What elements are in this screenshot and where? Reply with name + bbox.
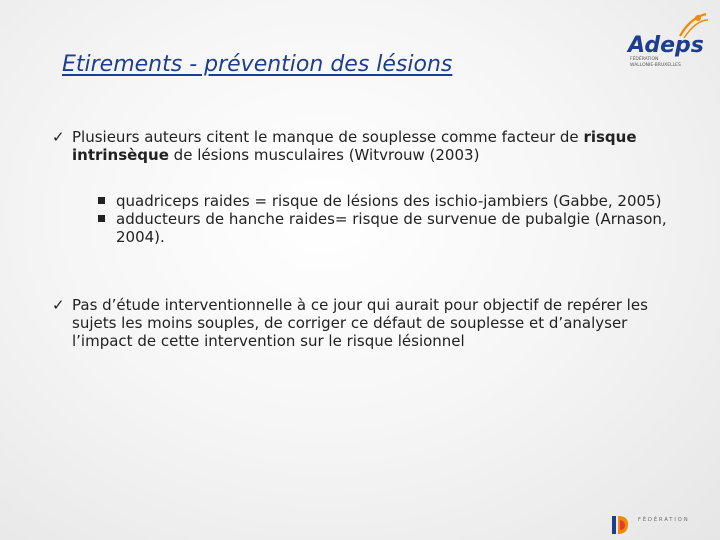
bullet-2 — [52, 296, 692, 350]
logo-line1: FÉDÉRATION — [630, 57, 659, 62]
square-bullet-icon — [98, 197, 105, 204]
square-bullet-icon — [98, 215, 105, 222]
slide-title: Etirements - prévention des lésions — [62, 52, 453, 77]
bullet-2-text: Pas d’étude interventionnelle à ce jour qui aurait pour objectif de repérer les sujets les moins souples, de corriger ce défaut de souplesse et d’analyser l’impact de cette intervention sur le risque lésionnel — [72, 296, 648, 350]
sub-bullet-1 — [96, 192, 692, 210]
logo-brand: Adeps — [628, 33, 704, 58]
federation-emblem-icon — [612, 516, 628, 534]
slide-content — [52, 128, 692, 350]
footer-text: FÉDÉRATION — [638, 517, 690, 523]
check-icon: ✓ — [52, 296, 65, 314]
bullet-1-text-a: Plusieurs auteurs citent le manque de souplesse comme facteur de — [72, 128, 579, 146]
sub-bullet-2 — [96, 210, 692, 246]
bullet-1-bold: risque intrinsèque — [72, 128, 637, 164]
sub-bullet-1-text: quadriceps raides = risque de lésions des ischio-jambiers (Gabbe, 2005) — [116, 192, 662, 210]
logo-line2: WALLONIE-BRUXELLES — [630, 63, 681, 68]
bullet-1-text-c: de lésions musculaires (Witvrouw (2003) — [168, 146, 480, 164]
federation-logo — [608, 512, 712, 538]
check-icon: ✓ — [52, 128, 65, 146]
bullet-1 — [52, 128, 692, 246]
sub-bullet-list — [96, 192, 692, 246]
sub-bullet-2-text: adducteurs de hanche raides= risque de survenue de pubalgie (Arnason, 2004). — [116, 210, 667, 246]
adeps-logo — [622, 8, 714, 74]
